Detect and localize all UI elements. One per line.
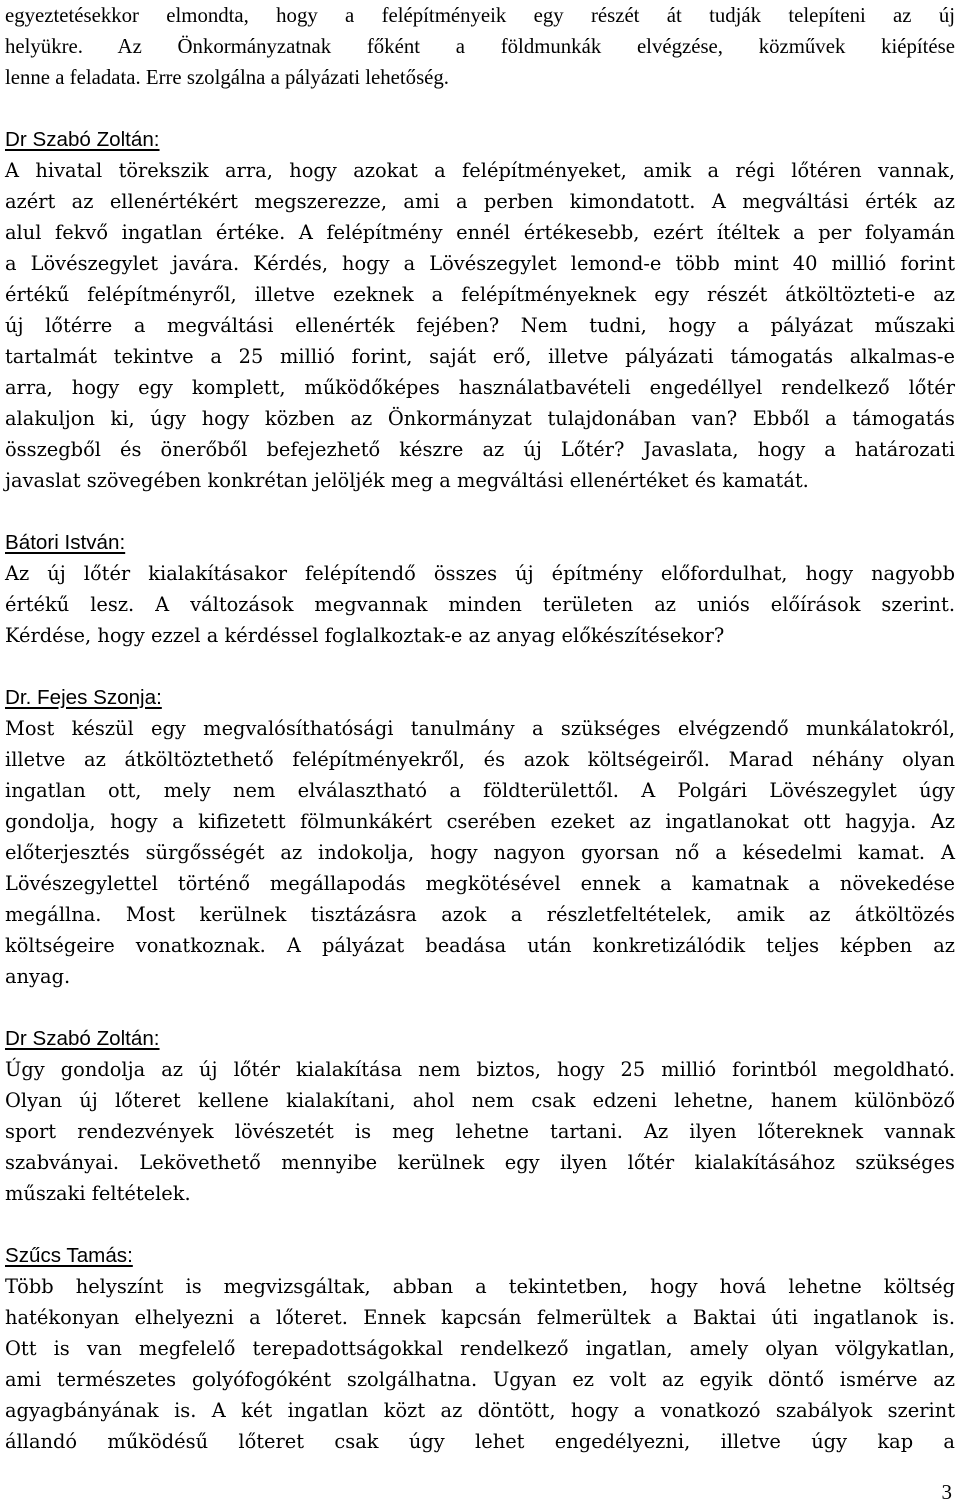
text-line: azért az ellenértékért megszerezze, ami a perben kimondatott. A megváltási érték az: [5, 190, 955, 213]
paragraph-gap: [5, 93, 955, 124]
text-line: költségeire vonatkoznak. A pályázat beadása után konkretizálódik teljes képben az: [5, 934, 955, 957]
speaker-heading: [5, 1023, 955, 1054]
text-line: Az új lőtér kialakításakor felépítendő összes új építmény előfordulhat, hogy nagyobb: [5, 562, 955, 585]
text-line: sport rendezvények lövészetét is meg lehetne tartani. Az ilyen lőtereknek vannak: [5, 1120, 955, 1143]
text-line: Lövészegylettel történő megállapodás megkötésével ennek a kamatnak a növekedése: [5, 872, 955, 895]
page-number: 3: [941, 1480, 952, 1504]
text-line: gondolja, hogy a kifizetett fölmunkákért cserében ezeket az ingatlanokat ott hagyja. Az: [5, 810, 955, 833]
text-line: Olyan új lőteret kellene kialakítani, ahol nem csak edzeni lehetne, hanem különböző: [5, 1089, 955, 1112]
text-line: Ott is van megfelelő terepadottságokkal rendelkező ingatlan, amely olyan völgykatlan,: [5, 1337, 955, 1360]
speaker-heading: [5, 1240, 955, 1271]
paragraph: [5, 1271, 955, 1457]
text-line: alakuljon ki, úgy hogy közben az Önkormányzat tulajdonában van? Ebből a támogatás: [5, 407, 955, 430]
text-line: új lőtérre a megváltási ellenérték fejében? Nem tudni, hogy a pályázat műszaki: [5, 314, 955, 337]
speaker-name: Dr Szabó Zoltán:: [5, 128, 160, 151]
text-line: tartalmát tekintve a 25 millió forint, saját erő, illetve pályázati támogatás alkalmas-e: [5, 345, 955, 368]
text-line: illetve az átköltöztethető felépítményekről, és azok költségeiről. Marad néhány olyan: [5, 748, 955, 771]
text-line: helyükre. Az Önkormányzatnak főként a földmunkák elvégzése, közművek kiépítése: [5, 35, 955, 58]
text-line: arra, hogy egy komplett, működőképes használatbavételi engedéllyel rendelkező lőtér: [5, 376, 955, 399]
speaker-name: Szűcs Tamás:: [5, 1244, 133, 1267]
speaker-heading: [5, 124, 955, 155]
text-line: lenne a feladata. Erre szolgálna a pályázati lehetőség.: [5, 66, 450, 89]
text-line: műszaki feltételek.: [5, 1182, 191, 1205]
speaker-heading: [5, 682, 955, 713]
text-line: Most készül egy megvalósíthatósági tanulmány a szükséges elvégzendő munkálatokról,: [5, 717, 955, 740]
text-line: hatékonyan elhelyezni a lőteret. Ennek kapcsán felmerültek a Baktai úti ingatlanok is.: [5, 1306, 955, 1329]
text-line: értékű lesz. A változások megvannak minden területen az uniós előírások szerint.: [5, 593, 955, 616]
speaker-name: Dr. Fejes Szonja:: [5, 686, 162, 709]
text-line: A hivatal törekszik arra, hogy azokat a felépítményeket, amik a régi lőtéren vannak,: [5, 159, 955, 182]
text-line: ingatlan ott, mely nem elválasztható a földterülettől. A Polgári Lövészegylet úgy: [5, 779, 955, 802]
speaker-name: Bátori István:: [5, 531, 126, 554]
text-line: Úgy gondolja az új lőtér kialakítása nem biztos, hogy 25 millió forintból megoldható.: [5, 1058, 955, 1081]
text-line: ami természetes golyófogóként szolgálhatna. Ugyan ez volt az egyik döntő ismérve az: [5, 1368, 955, 1391]
text-line: anyag.: [5, 965, 71, 988]
text-line: agyagbányának is. A két ingatlan közt az döntött, hogy a vonatkozó szabályok szerint: [5, 1399, 955, 1422]
paragraph: [5, 155, 955, 496]
text-line: a Lövészegylet javára. Kérdés, hogy a Lövészegylet lemond-e több mint 40 millió forint: [5, 252, 955, 275]
text-line: értékű felépítményről, illetve ezeknek a felépítményeknek egy részét átköltözteti-e az: [5, 283, 955, 306]
text-line: megállna. Most kerülnek tisztázásra azok a részletfeltételek, amik az átköltözés: [5, 903, 955, 926]
text-line: összegből és önerőből befejezhető készre az új Lőtér? Javaslata, hogy a határozati: [5, 438, 955, 461]
paragraph-gap: [5, 992, 955, 1023]
speaker-name: Dr Szabó Zoltán:: [5, 1027, 160, 1050]
speaker-heading: [5, 527, 955, 558]
text-line: Kérdése, hogy ezzel a kérdéssel foglalkoztak-e az anyag előkészítésekor?: [5, 624, 725, 647]
text-line: egyeztetésekkor elmondta, hogy a felépítményeik egy részét át tudják telepíteni az új: [5, 4, 955, 27]
paragraph: [5, 713, 955, 992]
text-line: szabványai. Lekövethető mennyibe kerülnek egy ilyen lőtér kialakításához szükséges: [5, 1151, 955, 1174]
paragraph: [5, 0, 955, 93]
paragraph: [5, 558, 955, 651]
text-line: Több helyszínt is megvizsgáltak, abban a tekintetben, hogy hová lehetne költség: [5, 1275, 955, 1298]
text-line: javaslat szövegében konkrétan jelöljék meg a megváltási ellenértéket és kamatát.: [5, 469, 809, 492]
text-line: alul fekvő ingatlan értéke. A felépítmény ennél értékesebb, ezért ítéltek a per folyamán: [5, 221, 955, 244]
paragraph-gap: [5, 496, 955, 527]
document-page: [5, 0, 955, 1457]
paragraph: [5, 1054, 955, 1209]
text-line: állandó működésű lőteret csak úgy lehet engedélyezni, illetve úgy kap a: [5, 1430, 955, 1453]
paragraph-gap: [5, 1209, 955, 1240]
text-line: előterjesztés sürgősségét az indokolja, hogy nagyon gyorsan nő a késedelmi kamat. A: [5, 841, 955, 864]
paragraph-gap: [5, 651, 955, 682]
